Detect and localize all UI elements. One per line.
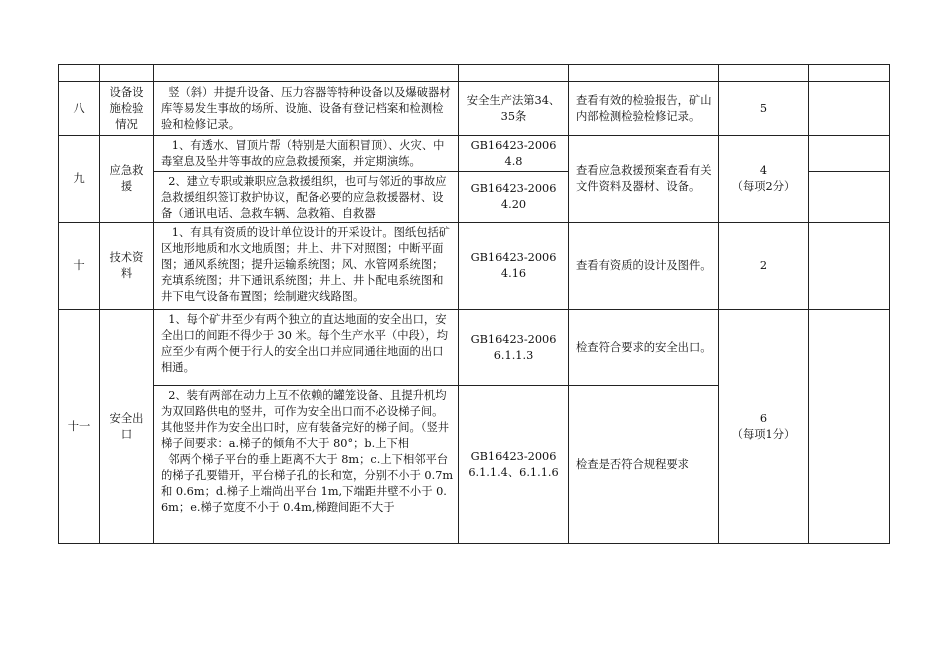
requirement-content: 2、建立专职或兼职应急救援组织，也可与邻近的事故应急救援组织签订救护协议，配备必要的应急救援器材、设备（通讯电话、急救车辆、急救箱、自救器 (161, 175, 447, 220)
basis-reference: GB16423-2006 4.20 (470, 182, 557, 211)
score-value: 2 (759, 259, 768, 272)
item-name: 安全出 口 (109, 411, 144, 441)
check-method: 查看有资质的设计及图件。 (576, 259, 712, 272)
requirement-content: 2、装有两部在动力上互不依赖的罐笼设备、且提升机均为双回路供电的竖井，可作为安全出口而不必设梯子间。其他竖井作为安全出口时，应有装备完好的梯子间。（竖井梯子间要求：a.梯子的倾角不大于 80°；b.上下相 邻两个梯子平台的垂上距离不大于 8m；c.上下相邻平台的梯子孔要错开，平台梯子孔的长和宽，分别不小于 0.7m 和 0.6m；d.梯子上端尚出平台 1m,下端距井壁不小于 0.6m；e.梯子宽度不小于 0.4m,梯蹬间距不大于 (161, 389, 454, 514)
row-number: 八 (73, 101, 85, 115)
check-method: 检查是否符合规程要求 (576, 457, 689, 471)
inspection-table (58, 64, 890, 544)
item-name: 设备设 施检验 情况 (109, 85, 144, 131)
basis-reference: GB16423-2006 6.1.1.3 (470, 332, 557, 362)
score-value: 5 (759, 101, 768, 115)
row-number: 九 (73, 172, 85, 185)
row-number: 十一 (67, 419, 91, 433)
item-name: 应急救 援 (109, 164, 144, 193)
score-value: 6 （每项1分） (731, 411, 796, 441)
requirement-content: 1、有具有资质的设计单位设计的开采设计。图纸包括矿区地形地质和水文地质图；井上、井下对照图；中断平面图；通风系统图；提升运输系统图；风、水管网系统图；充填系统图；井下通讯系统图；井上、井卜配电系统图和井下电气设备布置图；绘制避灾线路图。 (161, 226, 451, 303)
requirement-content: 竖（斜）井提升设备、压力容器等特种设备以及爆破器材库等易发生事故的场所、设施、设备有登记档案和检测检验和检修记录。 (161, 85, 451, 131)
item-name: 技术资 料 (109, 251, 144, 280)
check-method: 查看应急救援预案查看有关文件资料及器材、设备。 (576, 164, 712, 193)
score-value: 4 （每项2分） (731, 164, 796, 193)
basis-reference: 安全生产法第34、 35条 (466, 93, 561, 123)
basis-reference: GB16423-2006 4.8 (470, 138, 557, 168)
requirement-content: 1、有透水、冒顶片帮（特别是大面积冒顶）、火灾、中毒窒息及坠井等事故的应急救援预案，并定期演练。 (161, 139, 445, 168)
check-method: 检查符合要求的安全出口。 (576, 340, 712, 354)
basis-reference: GB16423-2006 6.1.1.4、6.1.1.6 (468, 449, 559, 479)
basis-reference: GB16423-2006 4.16 (470, 251, 557, 280)
requirement-content: 1、每个矿井至少有两个独立的直达地面的安全出口，安全出口的间距不得少于 30 米。每个生产水平（中段），均应至少有两个便于行人的安全出口并应同通往地面的出口相通。 (161, 313, 449, 374)
row-number: 十 (73, 259, 85, 272)
check-method: 查看有效的检验报告，矿山内部检测检验检修记录。 (576, 93, 712, 123)
